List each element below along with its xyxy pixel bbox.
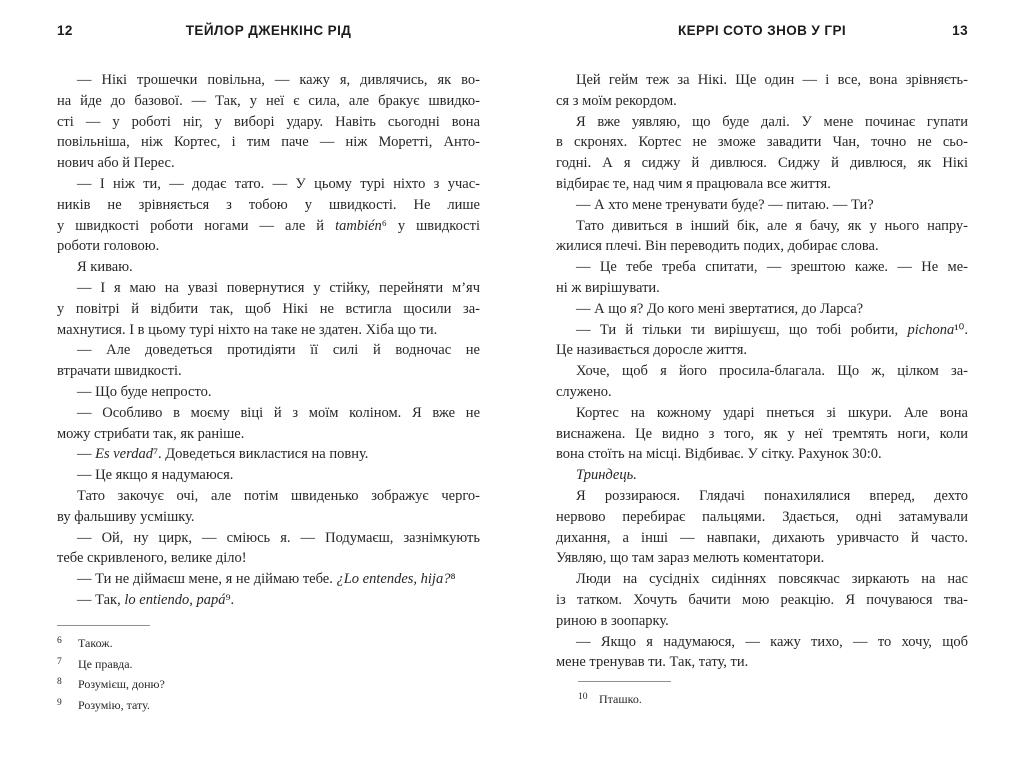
text-line: Тато закочує очі, але потім швиденько зображує черго-	[77, 487, 480, 504]
page-right-body	[556, 70, 968, 710]
text-line: роботи головою.	[57, 238, 160, 255]
text-line: Я вже уявляю, що буде далі. У мене починає гупати	[576, 113, 968, 130]
text-line: Хоче, щоб я його просила-благала. Що ж, цілком за-	[576, 363, 968, 380]
text-line: дихання, а інші — навпаки, дихають уривчасто й часто.	[556, 529, 968, 546]
text-line: виснажена. Це видно з того, як у неї тремтять ноги, коли	[556, 425, 968, 442]
text-line: — Так, lo entiendo, papá⁹.	[77, 591, 235, 608]
text-line: Я киваю.	[77, 259, 133, 276]
text-line: — І ніж ти, — додає тато. — У цьому турі ніхто з учас-	[77, 175, 480, 192]
text-line: Я роззираюся. Глядачі понахилялися вперед, дехто	[576, 487, 968, 504]
page-right	[512, 0, 1024, 768]
footnote-block-left	[57, 625, 480, 716]
footnote-text: Розумієш, доню?	[78, 677, 165, 692]
running-head-left	[57, 23, 480, 38]
text-line: служено.	[556, 383, 612, 400]
footnote-text: Пташко.	[599, 692, 642, 707]
text-line: мене тренував ти. Так, тату, ти.	[556, 654, 749, 671]
text-line: нович або й Перес.	[57, 155, 175, 172]
footnote-text: Розумію, тату.	[78, 698, 150, 713]
text-line: Кортес на кожному ударі пнеться зі шкури. Але вона	[576, 404, 968, 421]
running-head-right	[556, 23, 968, 38]
text-line: у швидкості роботи ногами — але й también⁶ у швидкості	[57, 217, 480, 234]
text-line: ні ж вирішувати.	[556, 279, 660, 296]
text-line: — Якщо я надумаюся, — кажу тихо, — то хочу, щоб	[576, 633, 968, 650]
text-line: можу стрибати так, як раніше.	[57, 425, 245, 442]
text-line: — Але доведеться протидіяти її силі й водночас не	[77, 342, 480, 359]
text-line: ників не зрівняється з тобою у швидкості. Не лише	[57, 196, 480, 213]
text-line: втрачати швидкості.	[57, 363, 182, 380]
footnote: 9 Розумію, тату.	[57, 698, 150, 713]
text-line: — Що буде непросто.	[77, 383, 212, 400]
text-line: махнутися. І в цьому турі ніхто на таке не здатен. Хіба що ти.	[57, 321, 438, 338]
text-line: Це називається доросле життя.	[556, 342, 747, 359]
footnote: 6 Також.	[57, 635, 113, 650]
text-line: Люди на сусідніх сидіннях повсякчас зиркають на нас	[576, 571, 968, 588]
text-line: Уявляю, що там зараз мелють коментатори.	[556, 550, 825, 567]
text-line: риною в зоопарку.	[556, 612, 669, 629]
text-line: — Ой, ну цирк, — сміюсь я. — Подумаєш, зазнімкують	[77, 529, 480, 546]
text-line: — Ти й тільки ти вирішуєш, що тобі робити, pichona¹⁰.	[576, 321, 968, 338]
page-number-left: 12	[57, 23, 73, 38]
text-line: — І я маю на увазі повернутися у стійку, перейняти м’яч	[77, 279, 480, 296]
text-line: із татком. Хочуть бачити мою реакцію. Я почуваюся тва-	[556, 591, 968, 608]
text-line: відбирає те, над чим я працювала все життя.	[556, 175, 831, 192]
text-line: — Це якщо я надумаюся.	[77, 467, 234, 484]
text-line: — Нікі трошечки повільна, — кажу я, дивлячись, як во-	[77, 72, 480, 88]
footnote-rule	[57, 625, 150, 626]
text-line: Тато дивиться в інший бік, але я бачу, як у нього напру-	[576, 217, 968, 234]
text-line: в скронях. Кортес не зможе завадити Чан, точно не сьо-	[556, 134, 968, 151]
footnote-rule	[578, 681, 671, 682]
text-line: — А хто мене тренувати буде? — питаю. — Ти?	[576, 196, 874, 213]
footnote-text: Це правда.	[78, 656, 133, 671]
footnote: 10 Пташко.	[578, 692, 642, 707]
text-line: повільніша, ніж Кортес, і тим паче — ніж Моретті, Анто-	[57, 134, 480, 151]
page-number-right: 13	[952, 23, 968, 38]
text-line: Цей гейм теж за Нікі. Ще один — і все, вона зрівняєть-	[576, 72, 968, 88]
text-line: нервово перебирає пальцями. Здається, одні затамували	[556, 508, 968, 525]
text-line: — Особливо в моєму віці й з моїм коліном. Я вже не	[77, 404, 480, 421]
text-line: вона стоїть на місці. Відбиває. У сітку. Рахунок 30:0.	[556, 446, 882, 463]
footnote: 8 Розумієш, доню?	[57, 677, 165, 692]
text-line: ву фальшиву усмішку.	[57, 508, 195, 525]
running-header-author: ТЕЙЛОР ДЖЕНКІНС РІД	[185, 23, 352, 38]
text-line: на йде до базової. — Так, у неї є сила, але бракує швидко-	[57, 92, 480, 109]
text-line: сті — у роботі ніг, у виборі удару. Навіть сьогодні вона	[57, 113, 480, 130]
page-left-body	[57, 70, 480, 716]
text-line: — Це тебе треба спитати, — зрештою каже. — Не ме-	[576, 259, 968, 276]
text-line: — А що я? До кого мені звертатися, до Ларса?	[576, 300, 864, 317]
text-line: у повітрі й відбити так, щоб Нікі не встигла щосили за-	[57, 300, 480, 317]
text-line: годні. А я сиджу й дивлюся. Сиджу й дивлюся, як Нікі	[556, 155, 968, 172]
text-line: жилися плечі. Він переводить подих, добирає слова.	[556, 238, 879, 255]
text-line: Триндець.	[576, 467, 637, 484]
text-line: ся з моїм рекордом.	[556, 92, 677, 109]
running-header-title: КЕРРІ СОТО ЗНОВ У ГРІ	[678, 23, 846, 38]
footnote-block-right	[578, 681, 968, 710]
footnote: 7 Це правда.	[57, 656, 133, 671]
text-line: тебе скривленого, велике діло!	[57, 550, 247, 567]
text-line: — Ти не діймаєш мене, я не діймаю тебе. ¿Lo entendes, hija?⁸	[77, 571, 456, 588]
footnote-text: Також.	[78, 635, 113, 650]
text-line: — Es verdad⁷. Доведеться викластися на повну.	[77, 446, 369, 463]
